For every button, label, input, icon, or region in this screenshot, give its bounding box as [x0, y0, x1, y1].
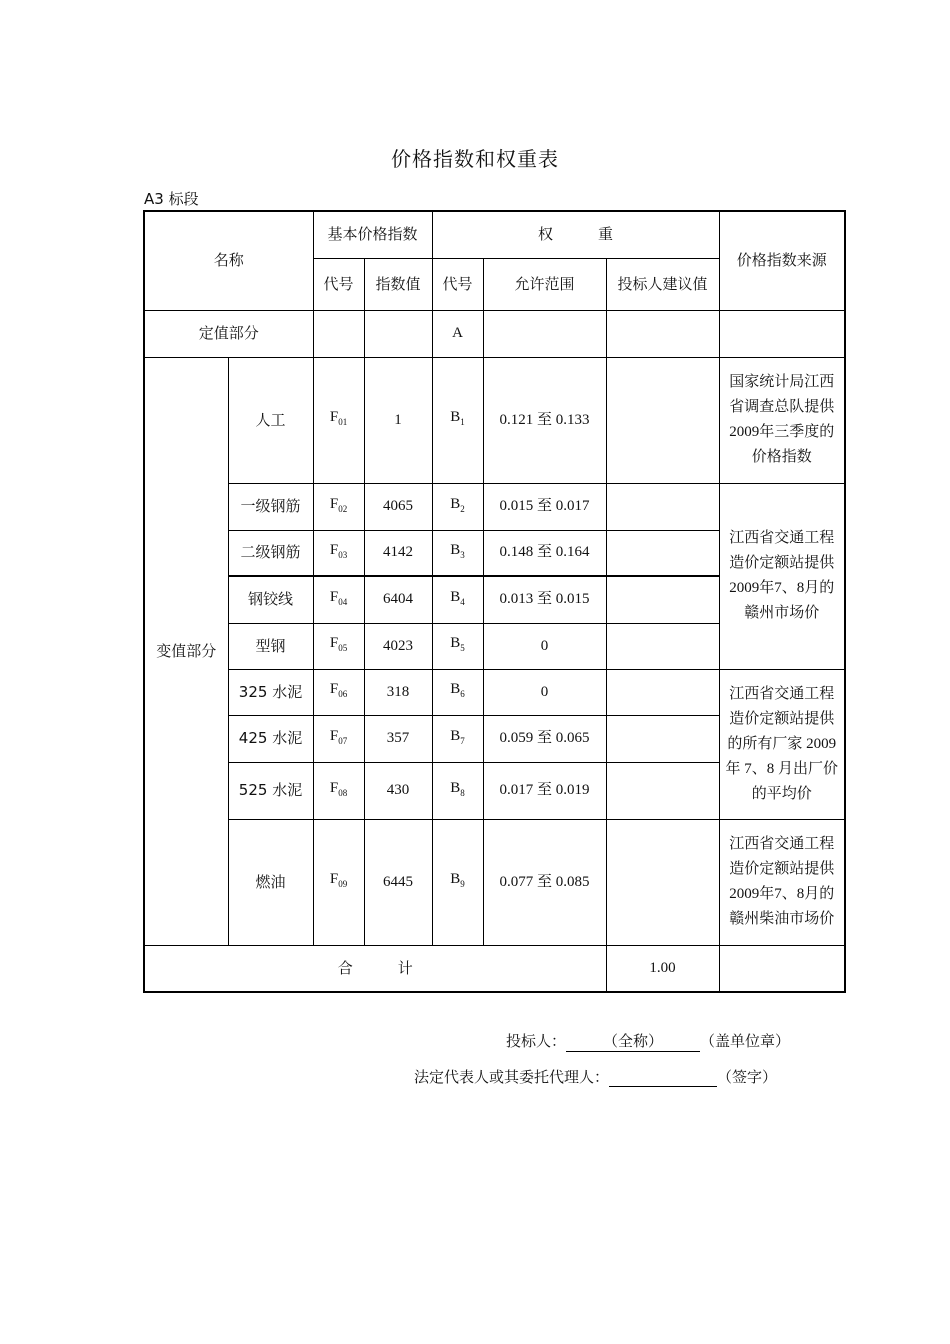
row-range: 0.015 至 0.017: [483, 483, 606, 530]
row-code: $F_{06}$: [313, 669, 364, 715]
row-name: 一级钢筋: [228, 483, 313, 530]
row-code: $F_{05}$: [313, 623, 364, 669]
header-index-value: 指数值: [364, 258, 432, 310]
page-title: 价格指数和权重表: [391, 147, 559, 171]
row-name: 燃油: [228, 819, 313, 945]
row-code: $F_{03}$: [313, 530, 364, 576]
row-bidder-value: [606, 819, 719, 945]
source-steel: 江西省交通工程造价定额站提供2009年7、8月的赣州市场价: [719, 483, 845, 669]
row-bidder-value: [606, 576, 719, 623]
variable-label: 变值部分: [144, 357, 228, 945]
fixed-code: [313, 310, 364, 357]
table-row: [144, 483, 845, 530]
header-source: 价格指数来源: [719, 211, 845, 310]
bidder-seal-note: （盖单位章）: [700, 1032, 791, 1050]
row-range: 0.013 至 0.015: [483, 576, 606, 623]
row-weight-code: $B_3$: [432, 530, 483, 576]
row-range: 0.121 至 0.133: [483, 357, 606, 483]
header-range: 允许范围: [483, 258, 606, 310]
bidder-name-field[interactable]: （全称）: [566, 1030, 700, 1052]
table-row: [144, 669, 845, 715]
row-value: 6404: [364, 576, 432, 623]
row-bidder-value: [606, 357, 719, 483]
row-value: 430: [364, 762, 432, 819]
row-range: 0: [483, 669, 606, 715]
row-range: 0.059 至 0.065: [483, 715, 606, 762]
total-source: [719, 945, 845, 992]
representative-sign-field[interactable]: [609, 1068, 717, 1087]
fixed-weight-code: A: [432, 310, 483, 357]
row-weight-code: $B_7$: [432, 715, 483, 762]
row-value: 318: [364, 669, 432, 715]
source-cement: 江西省交通工程造价定额站提供的所有厂家 2009 年 7、8 月出厂价的平均价: [719, 669, 845, 819]
row-name: 型钢: [228, 623, 313, 669]
row-bidder-value: [606, 623, 719, 669]
row-code: $F_{08}$: [313, 762, 364, 819]
header-weight: 权 重: [432, 211, 719, 258]
row-weight-code: $B_4$: [432, 576, 483, 623]
row-weight-code: $B_5$: [432, 623, 483, 669]
table-row: [144, 819, 845, 945]
source-fuel: 江西省交通工程造价定额站提供2009年7、8月的赣州柴油市场价: [719, 819, 845, 945]
row-weight-code: $B_1$: [432, 357, 483, 483]
row-name: 二级钢筋: [228, 530, 313, 576]
row-code: $F_{02}$: [313, 483, 364, 530]
row-code: $F_{04}$: [313, 576, 364, 623]
row-weight-code: $B_6$: [432, 669, 483, 715]
row-range: 0.017 至 0.019: [483, 762, 606, 819]
row-code: $F_{09}$: [313, 819, 364, 945]
header-name: 名称: [144, 211, 313, 310]
section-label: A3 标段: [144, 190, 199, 208]
row-range: 0.148 至 0.164: [483, 530, 606, 576]
bidder-label: 投标人：: [506, 1032, 567, 1050]
row-weight-code: $B_9$: [432, 819, 483, 945]
row-weight-code: $B_8$: [432, 762, 483, 819]
total-value: 1.00: [606, 945, 719, 992]
fixed-label: 定值部分: [144, 310, 313, 357]
representative-signature-line: [414, 1066, 777, 1087]
row-bidder-value: [606, 530, 719, 576]
fixed-value: [364, 310, 432, 357]
row-name: 人工: [228, 357, 313, 483]
row-bidder-value: [606, 715, 719, 762]
row-name: 钢铰线: [228, 576, 313, 623]
fixed-range: [483, 310, 606, 357]
header-code: 代号: [313, 258, 364, 310]
row-value: 4142: [364, 530, 432, 576]
row-value: 4065: [364, 483, 432, 530]
fixed-row: [144, 310, 845, 357]
source-labor: 国家统计局江西省调查总队提供2009年三季度的价格指数: [719, 357, 845, 483]
representative-sign-note: （签字）: [717, 1068, 778, 1086]
bidder-signature-line: [506, 1030, 790, 1052]
header-basic-index: 基本价格指数: [313, 211, 432, 258]
total-label: 合 计: [144, 945, 606, 992]
row-value: 357: [364, 715, 432, 762]
row-code: $F_{01}$: [313, 357, 364, 483]
row-code: $F_{07}$: [313, 715, 364, 762]
fixed-bidder-value: [606, 310, 719, 357]
header-weight-code: 代号: [432, 258, 483, 310]
header-row-1: [144, 211, 845, 258]
row-bidder-value: [606, 762, 719, 819]
representative-label: 法定代表人或其委托代理人：: [414, 1068, 610, 1086]
row-value: 6445: [364, 819, 432, 945]
row-range: 0: [483, 623, 606, 669]
row-name: 525 水泥: [228, 762, 313, 819]
row-value: 1: [364, 357, 432, 483]
header-bidder-value: 投标人建议值: [606, 258, 719, 310]
row-bidder-value: [606, 669, 719, 715]
total-row: [144, 945, 845, 992]
fixed-source: [719, 310, 845, 357]
row-name: 425 水泥: [228, 715, 313, 762]
row-value: 4023: [364, 623, 432, 669]
row-range: 0.077 至 0.085: [483, 819, 606, 945]
row-name: 325 水泥: [228, 669, 313, 715]
row-bidder-value: [606, 483, 719, 530]
row-weight-code: $B_2$: [432, 483, 483, 530]
table-row: [144, 357, 845, 483]
price-index-table: [143, 210, 846, 993]
